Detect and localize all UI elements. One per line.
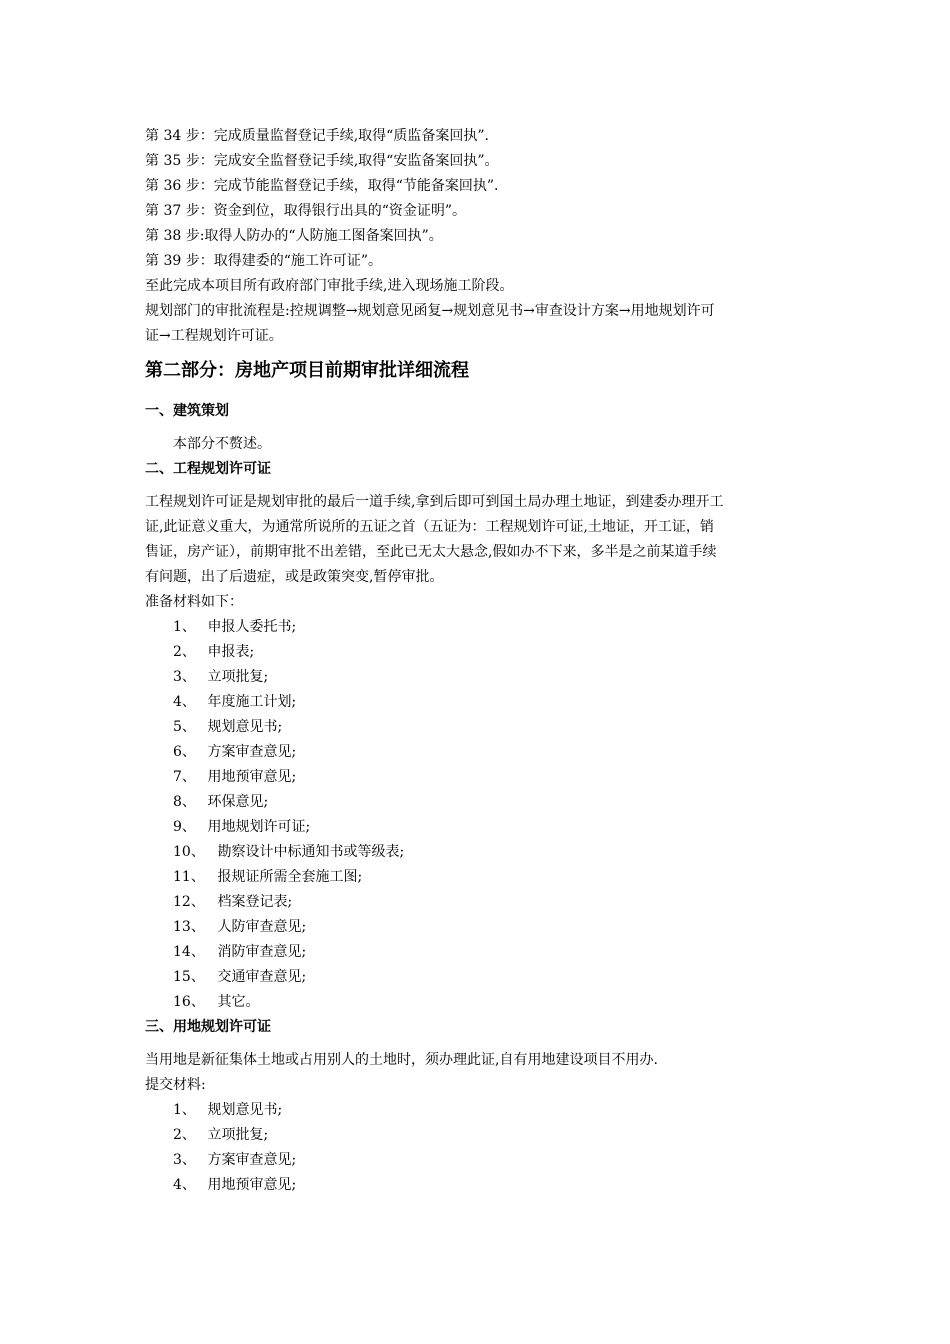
- planning-flow-line-1: 规划部门的审批流程是:控规调整→规划意见函复→规划意见书→审查设计方案→用地规划许可: [145, 303, 715, 319]
- steps-block: [145, 124, 810, 274]
- list-text: 年度施工计划;: [207, 694, 297, 710]
- list-number: 5、: [173, 719, 196, 735]
- list-item: [145, 915, 810, 940]
- step-37: 第 37 步：资金到位，取得银行出具的“资金证明”。: [145, 203, 467, 219]
- list-number: 6、: [173, 744, 196, 760]
- list-item: [145, 615, 810, 640]
- list-text: 环保意见;: [207, 794, 269, 810]
- list-item: [145, 790, 810, 815]
- list-number: 8、: [173, 794, 196, 810]
- list-text: 人防审查意见;: [217, 919, 307, 935]
- section2-para-line: 证,此证意义重大，为通常所说所的五证之首（五证为：工程规划许可证,土地证，开工证，销: [145, 519, 714, 535]
- list-item: [145, 965, 810, 990]
- part2-title: 第二部分：房地产项目前期审批详细流程: [145, 360, 469, 381]
- list-text: 用地预审意见;: [207, 769, 297, 785]
- list-number: 2、: [173, 1127, 196, 1143]
- list-item: [145, 715, 810, 740]
- list-item: [145, 840, 810, 865]
- list-text: 用地预审意见;: [207, 1177, 297, 1193]
- list-number: 2、: [173, 644, 196, 660]
- section2-paragraph: [145, 490, 810, 590]
- list-item: [145, 1173, 810, 1198]
- list-text: 报规证所需全套施工图;: [217, 869, 363, 885]
- step-38: 第 38 步:取得人防办的“人防施工图备案回执”。: [145, 228, 443, 244]
- list-number: 12、: [173, 894, 205, 910]
- section3-heading: 三、用地规划许可证: [145, 1019, 271, 1035]
- list-item: [145, 815, 810, 840]
- list-item: [145, 690, 810, 715]
- list-number: 9、: [173, 819, 196, 835]
- list-number: 16、: [173, 994, 205, 1010]
- list-text: 消防审查意见;: [217, 944, 307, 960]
- list-text: 立项批复;: [207, 669, 269, 685]
- section3-materials-label: 提交材料:: [145, 1077, 206, 1093]
- step-35: 第 35 步：完成安全监督登记手续,取得“安监备案回执”。: [145, 153, 499, 169]
- section3-paragraph: 当用地是新征集体土地或占用别人的土地时，须办理此证,自有用地建设项目不用办.: [145, 1052, 658, 1068]
- section1-body: 本部分不赘述。: [173, 436, 271, 452]
- completion-note: 至此完成本项目所有政府部门审批手续,进入现场施工阶段。: [145, 278, 514, 294]
- list-text: 其它。: [217, 994, 260, 1010]
- planning-flow-line-2: 证→工程规划许可证。: [145, 328, 283, 344]
- list-text: 勘察设计中标通知书或等级表;: [217, 844, 405, 860]
- list-text: 规划意见书;: [207, 1102, 283, 1118]
- step-34: 第 34 步：完成质量监督登记手续,取得“质监备案回执”.: [145, 128, 489, 144]
- list-item: [145, 640, 810, 665]
- list-number: 13、: [173, 919, 205, 935]
- list-item: [145, 990, 810, 1015]
- list-text: 规划意见书;: [207, 719, 283, 735]
- list-number: 11、: [173, 869, 205, 885]
- list-item: [145, 940, 810, 965]
- list-number: 10、: [173, 844, 205, 860]
- list-number: 15、: [173, 969, 205, 985]
- section2-materials-list: [145, 615, 810, 1015]
- list-item: [145, 1098, 810, 1123]
- list-text: 档案登记表;: [217, 894, 293, 910]
- list-text: 用地规划许可证;: [207, 819, 311, 835]
- list-number: 1、: [173, 619, 196, 635]
- list-text: 方案审查意见;: [207, 1152, 297, 1168]
- list-item: [145, 740, 810, 765]
- list-number: 3、: [173, 669, 196, 685]
- list-text: 申报人委托书;: [207, 619, 297, 635]
- list-item: [145, 890, 810, 915]
- section3-materials-list: [145, 1098, 810, 1198]
- list-item: [145, 1123, 810, 1148]
- list-text: 申报表;: [207, 644, 255, 660]
- list-text: 交通审查意见;: [217, 969, 307, 985]
- document-content: [145, 124, 810, 1198]
- list-item: [145, 765, 810, 790]
- list-number: 14、: [173, 944, 205, 960]
- section1-heading: 一、建筑策划: [145, 403, 229, 419]
- section2-materials-label: 准备材料如下：: [145, 594, 243, 610]
- list-item: [145, 665, 810, 690]
- list-number: 1、: [173, 1102, 196, 1118]
- section2-heading: 二、工程规划许可证: [145, 461, 271, 477]
- list-item: [145, 865, 810, 890]
- list-number: 3、: [173, 1152, 196, 1168]
- section2-para-line: 工程规划许可证是规划审批的最后一道手续,拿到后即可到国土局办理土地证，到建委办理开工: [145, 494, 724, 510]
- list-item: [145, 1148, 810, 1173]
- section2-para-line: 售证，房产证），前期审批不出差错，至此已无太大悬念,假如办不下来，多半是之前某道手续: [145, 544, 717, 560]
- list-text: 方案审查意见;: [207, 744, 297, 760]
- list-number: 4、: [173, 1177, 196, 1193]
- list-number: 7、: [173, 769, 196, 785]
- list-text: 立项批复;: [207, 1127, 269, 1143]
- section2-para-line: 有问题，出了后遗症，或是政策突变,暂停审批。: [145, 569, 444, 585]
- step-36: 第 36 步：完成节能监督登记手续，取得“节能备案回执”.: [145, 178, 499, 194]
- step-39: 第 39 步：取得建委的“施工许可证”。: [145, 253, 383, 269]
- list-number: 4、: [173, 694, 196, 710]
